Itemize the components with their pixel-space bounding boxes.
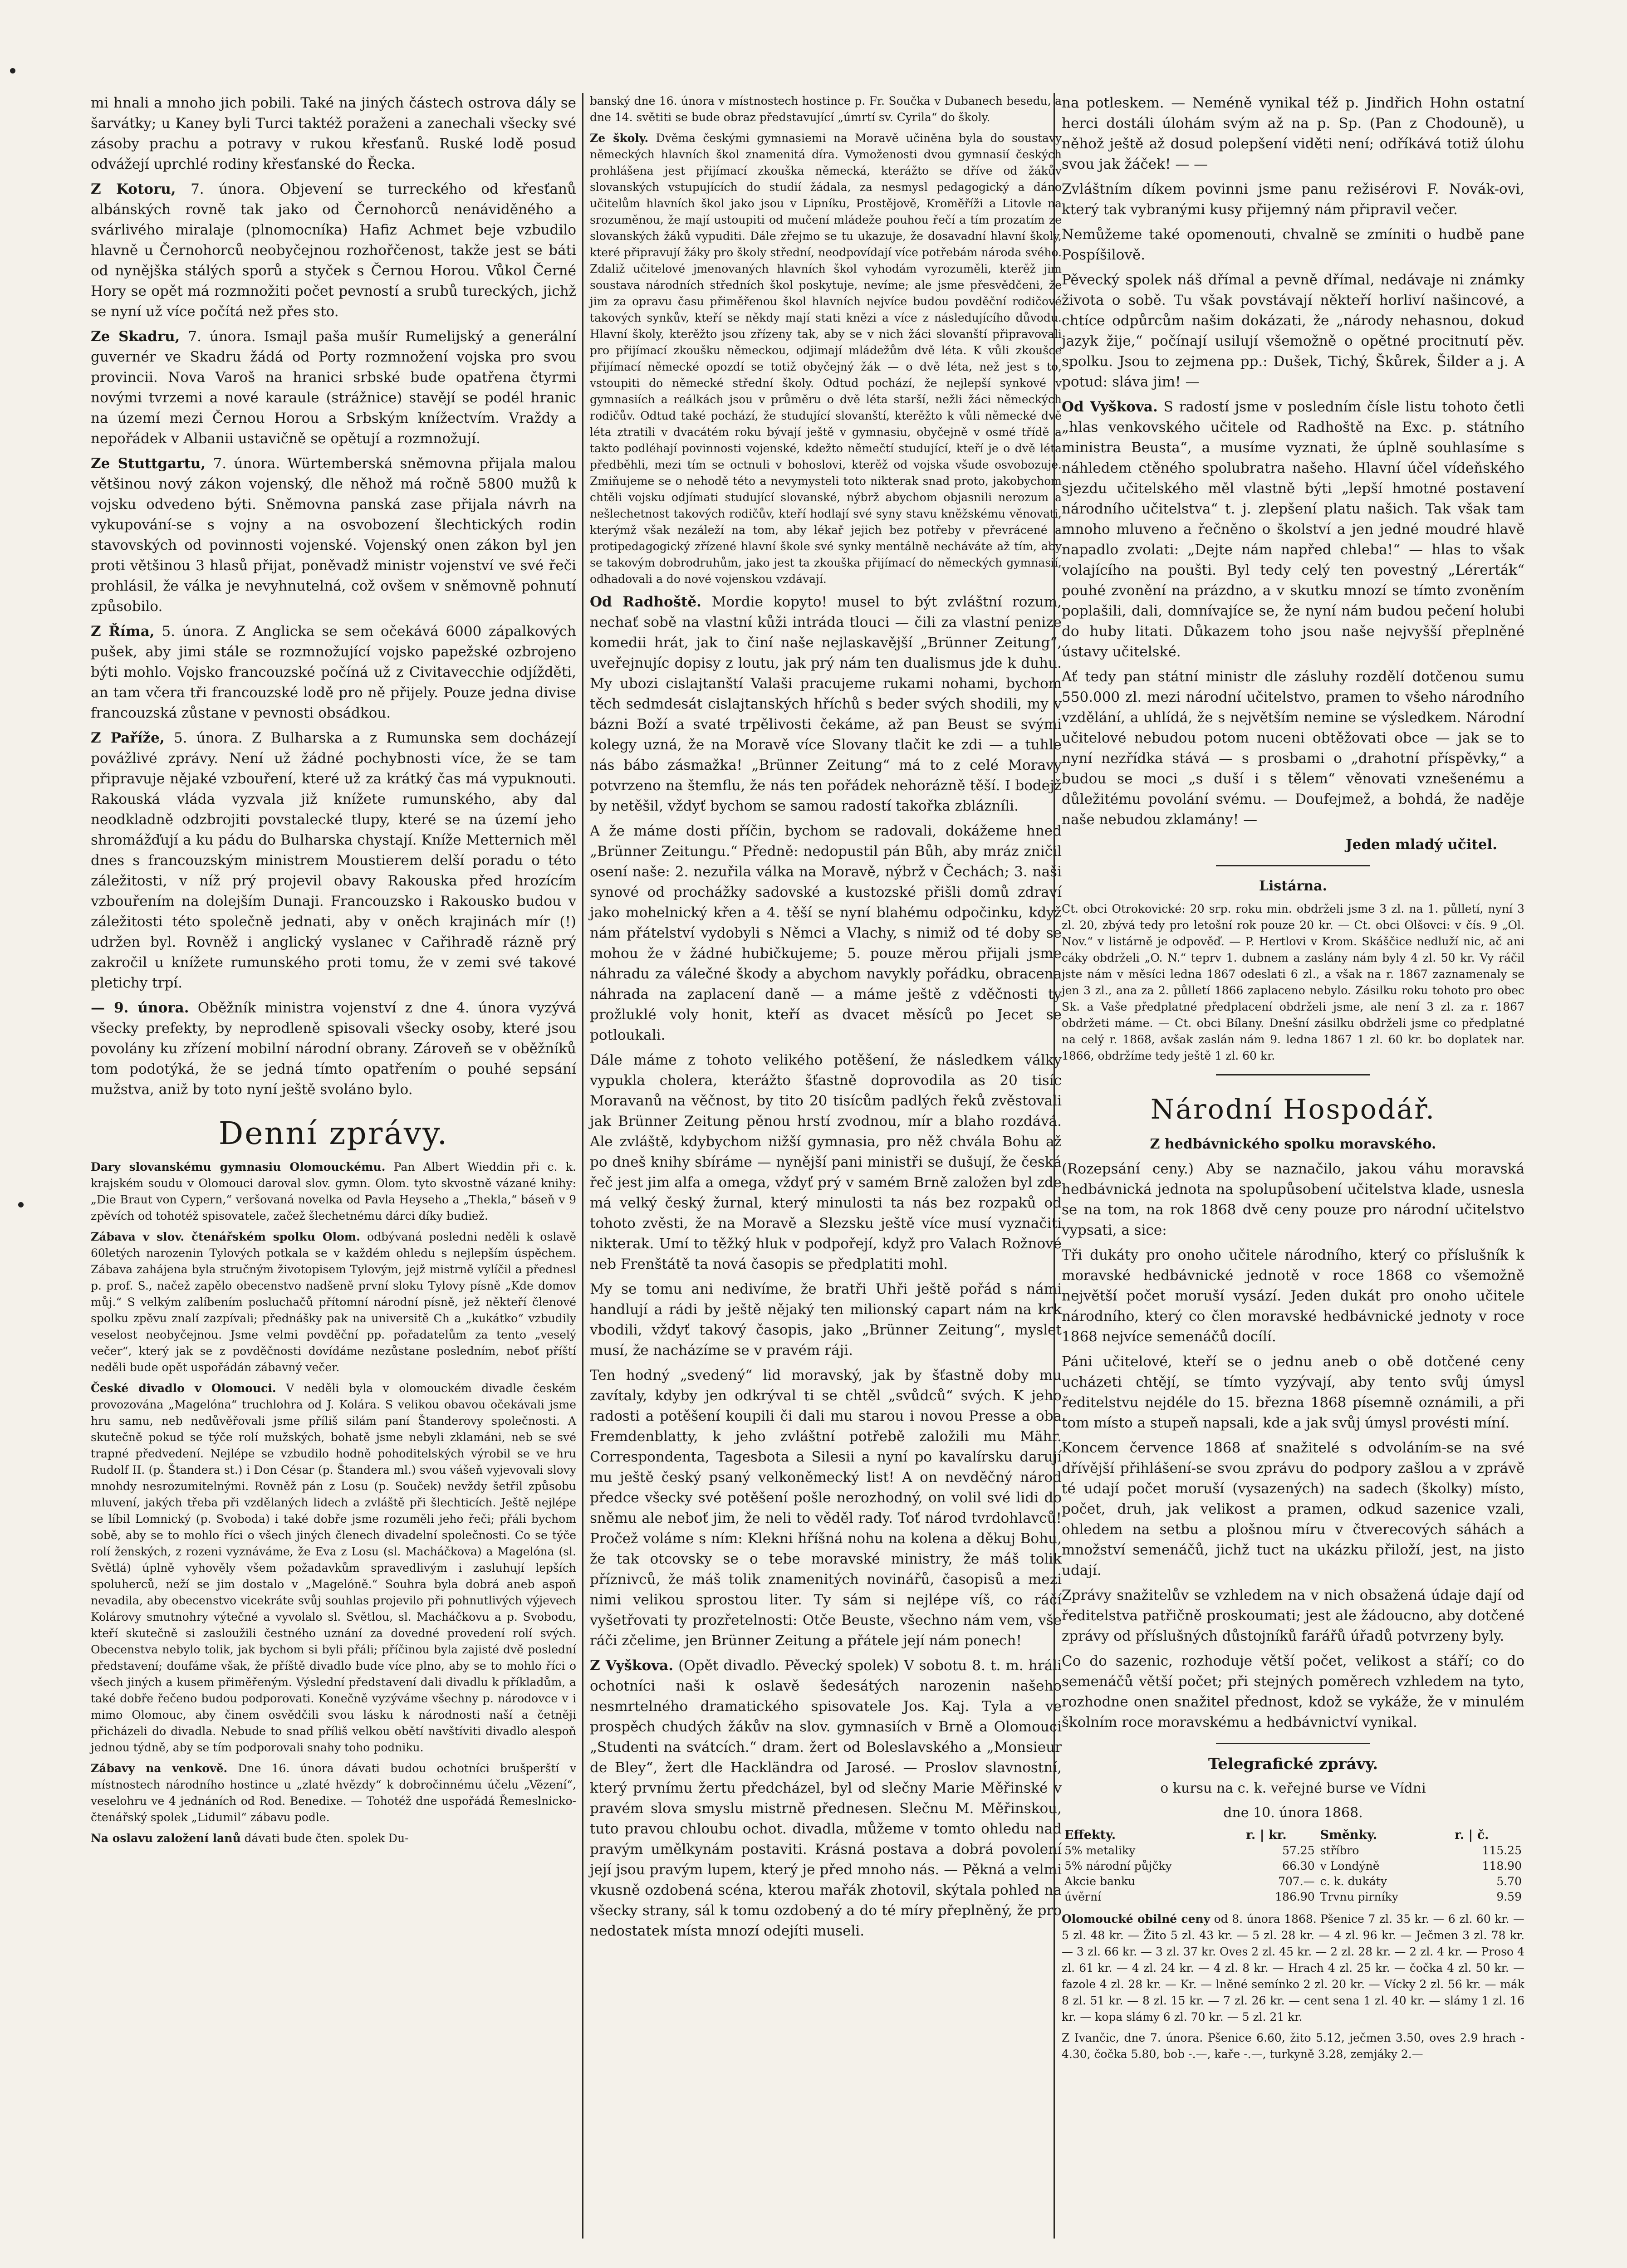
paragraph: Zprávy snažitelův se vzhledem na v nich obsažená údaje dají od ředitelstva patřičně proskoumati; jest ale žádoucno, aby dotčené zprávy od příslušných důstojníků farářů úřadů potvrzeny byly. <box>1062 1587 1524 1644</box>
news-text: odbývaná posledni neděli k oslavě 60letých narozenin Tylových potkala se v každém ohledu s nejlepším úspěchem. Zábava zahájena byla stručným životopisem Tylovým, jejž mistrně vylíčil a přednesl p. prof. S., načež zapělo obecenstvo nadšeně první sloku Tylovy písně „Kde domov můj.“ S velkým zalíbením posluchačů přítomní národní písně, jež někteří členové spolku zpěvu znalí zazpívali; přednášky pak na universitě Ch a „kukátko“ vzbudily veselost neobyčejnou. Jsme velmi povděční pp. pořadatelům za tento „veselý večer“, který jak se z povděčnosti dovídáme nezůstane posledním, neboť příští neděli bude opět uspořádán zábavný večer. <box>91 1230 576 1374</box>
section-title-listarna: Listárna. <box>1259 878 1328 894</box>
article-text: 7. února. Objevení se turreckého od křesťanů albánských rovně tak jako od Černohorců nenáviděného a svárlivého miralaje (plnomocníka) Hafiz Achmet beje vzbudilo hlavně u Černohorců neobyčejnou rozhořčenost, takže jest se báti od nynějška stálých sporů a styček s Černou Horou. Vůkol Černé Hory se opět má rozmnožiti počet pevností a srubů tureckých, jichž se nyní už více počítá než přes sto. <box>91 181 576 320</box>
dateline: Od Vyškova. <box>1062 399 1158 415</box>
telegraf-date: dne 10. února 1868. <box>1223 1805 1363 1821</box>
column-header: Effekty. <box>1064 1828 1116 1842</box>
paragraph: mi hnali a mnoho jich pobili. Také na jiných částech ostrova dály se šarvátky; u Kaney byli Turci taktéž poraženi a zanechali všecky své zásoby prachu a potravy v rukou křesťanů. Ruské lodě posud odvážejí uprchlé rodiny křesťanské do Řecka. <box>91 95 576 172</box>
paragraph: Co do sazenic, rozhoduje větší počet, velikost a stáří; co do semenáčů větší počet; při stejných poměrech vzhledem na tyto, rozhodne onen snažitel přednost, kdož se vykáže, že v minulém školním roce moravskému a hedbávnictví vynikal. <box>1062 1653 1524 1730</box>
column-1 <box>91 93 576 1851</box>
news-oslava <box>91 1830 576 1847</box>
news-heading: Zábava v slov. čtenářském spolku Olom. <box>91 1230 360 1243</box>
article-text: Mordie kopyto! musel to být zvláštní rozum, nechať sobě na vlastní kůži intráda tlouci — čili za vlastní penize komedii hrát, jak to činí naše nejlaskavější „Brünner Zeitung“, uveřejnujíc dopisy z loutu, jak prý nám ten dualismus jde k duhu. My ubozi cislajtanští Valaši pracujeme rukami nohami, bychom těch sedmdesát cislajtanských hříchů s beder svých shodili, my v bázni Boží a svaté trpělivosti čekáme, až pan Beust se svými kolegy uzná, že na Moravě více Slovany tlačit ke zdi — a tuhle nás bábo zásmažka! „Brünner Zeitung“ má to z celé Moravy potvrzeno na štemflu, že nás ten pořádek nehorázně těší. I bodejž by netěšil, vždyť bychom se samou radostí takořka zblázníli. <box>590 594 1062 814</box>
punch-hole-mark <box>18 1202 24 1207</box>
news-heading: České divadlo v Olomouci. <box>91 1382 276 1395</box>
telegraf-subtitle: o kursu na c. k. veřejné burse ve Vídni <box>1160 1780 1426 1796</box>
exchange-rates-table <box>1062 1828 1524 1905</box>
article-unora <box>91 998 576 1100</box>
column-header: r. | č. <box>1454 1828 1489 1842</box>
dateline: Od Radhoště. <box>590 594 701 610</box>
dateline: Z Kotoru, <box>91 181 176 197</box>
table-cell: 5% národní půjčky <box>1064 1859 1172 1872</box>
article-vyskova <box>590 1656 1062 1941</box>
paragraph: Ten hodný „svedený“ lid moravský, jak by šťastně doby mu zavítaly, kdyby jen odkrýval ti se chtěl „svůdců“ svých. K jeho radosti a potěšení koupili či dali mu starou i novou Presse a oba Fremdenblatty, k jeho zvláštní potřebě založili mu Mähr. Correspondenta, Tagesbota a Silesii a nyní po kavalírsku darují mu ještě český psaný velkoněmecký list! A on nevděčný národ předce všecky své potěšení pošle nerozhodný, on volil své lidi do sněmu ale neboť jim, že neli to věděl rady. Toť národ tvrdohlavců! Pročež voláme s ním: Klekni hříšná nohu na kolena a děkuj Bohu, že tak otcovsky se o tebe moravské ministry, že máš tolik příznivců, že máš tolik znamenitých novinářů, časopisů a mezi nimi velikou sprostou liter. Ty sám si nejlépe víš, co ráčí vyšetřovati ty prozřetelnosti: Otče Beuste, všechno nám vem, vše ráči zčelime, jen Brünner Zeitung a přátele její nám ponech! <box>590 1367 1062 1649</box>
divider <box>1216 1074 1370 1075</box>
table-cell: Akcie banku <box>1064 1875 1136 1888</box>
dateline: Z Vyškova. <box>590 1657 674 1674</box>
table-cell: úvěrní <box>1064 1890 1102 1903</box>
paragraph: My se tomu ani nedivíme, že bratři Uhři ještě pořád s námi handlují a rádi by ještě nějaký ten milionský capart nám na krk vbodili, vždyť takový časopis, jako „Brünner Zeitung“, myslet musí, že nacházíme se v pravém ráji. <box>590 1281 1062 1359</box>
news-text: Dvěma českými gymnasiemi na Moravě učiněna byla do soustavy německých hlavních škol znamenitá díra. Vymoženosti dvou gymnasií českých prohlášena jest přijímací zkouška německá, kterážto se dříve od žákův slovanských vstupujících do studií žádala, za nesmysl pedagogický a dáno učitelům hlavních škol jako jsou v Lipníku, Prostějově, Kroměříži a Litovle na srozuměnou, že mají ustoupiti od mučení mládeže pouhou řečí a tím prozatím ze slovanských žáků vypuditi. Dále zřejmo se tu ukazuje, že dosavadní hlavní školy, které připravují žáky pro školy střední, neodpovídají více potřebám národa svého. Zdaliž učitelové jmenovaných hlavních škol vyhodám vyrozuměli, kterěž jim soustava národních středních škol poskytuje, nevíme; ale jsme přesvědčeni, že jim za opravu času přiměřenou škol hlavních nejvíce budou povděční rodičové takových synkův, kteří se někdy mají stati knězi a více z následujícího důvodu. Hlavní školy, kterěžto jsou zřízeny tak, aby se v nich žáci slovanští připravovali pro přijímací zkoušku německou, odjimají mládežům dvě léta. K vůli zkoušce přijímací německé opozdí se totiž obyčejný žák — o dvě léta, než jest s to, vstoupiti do německé střední školy. Odtud pochází, že nejlepší synkové v gymnasiích a reálkách jsou v průměru o dvě léta starší, nežli žáci německých rodičův. Odtud také pochází, že studující slovanští, kterěžto k vůli německé dvě léta ztratili v dvacátém roku bývají ještě v gymnasiu, obyčejně v osmé třídě a takto podléhají povinnosti vojenské, kdežto němečtí studující, kteří je o dvě léta předběhli, mezi tím se octnuli v bohoslovi, kterěž od vojska všude osvobozuje. Zmiňujeme se o nehodě této a nevymysteli toto nikterak snad proto, jakobychom chtěli vojsku odjímati studující slovanské, nýbrž abychom objasnili nerozum a nešlechetnost takových rodičův, kteří hodlají své syny stavu kněžskému věnovati, kterýmž však nezáleží na tom, aby lékař jejich bez potřeby v převrácené a protipedagogický zřízené hlavní škole své synky mentálně necháváte až tím, aby se takovým dobrodruhům, jako jest ta zkouška přijímací do německých gymnasií, odhadovali a do nové vojenskou vzdávají. <box>590 132 1062 586</box>
grain-prices-olomouc <box>1062 1911 1524 2025</box>
paragraph: Nemůžeme také opomenouti, chvalně se zmíniti o hudbě pane Pospíšilově. <box>1062 226 1524 263</box>
dateline: Ze Stuttgartu, <box>91 455 206 472</box>
news-zabavy <box>91 1760 576 1826</box>
article-stuttgart <box>91 454 576 617</box>
column-3 <box>1062 93 1524 2067</box>
news-zabava <box>91 1229 576 1376</box>
article-pariz <box>91 728 576 993</box>
paragraph: banský dne 16. února v místnostech hostince p. Fr. Součka v Dubanech besedu, a dne 14. světiti se bude obraz představující „úmrtí sv. Cyrila“ do školy. <box>590 94 1062 124</box>
article-radhost <box>590 592 1062 816</box>
news-text: Dne 16. února dávati budou ochotníci brušperští v místnostech národního hostince u „zlaté hvězdy“ k dobročinnému účelu „Vězení“, veselohru ve 4 jednáních od Rod. Benedixe. — Tohotéž dne uspořádá Řemeslnicko-čtenářský spolek „Lidumil“ zábavu podle. <box>91 1762 576 1824</box>
paragraph: Zvláštním díkem povinni jsme panu režisérovi F. Novák-ovi, který tak vybranými kusy přijemný nám připravil večer. <box>1062 181 1524 218</box>
table-cell: 707.— <box>1278 1875 1315 1888</box>
news-heading: Na oslavu založení lanů <box>91 1832 241 1845</box>
divider <box>1216 865 1370 866</box>
table-cell: 66.30 <box>1282 1859 1315 1872</box>
article-skadru <box>91 327 576 449</box>
article-od-vyskova <box>1062 397 1524 662</box>
dateline: — 9. února. <box>91 1000 189 1016</box>
news-heading: Olomoucké obilné ceny <box>1062 1912 1210 1926</box>
article-text: 5. února. Z Anglicka se sem očekává 6000 zápalkových pušek, aby jimi stále se rozmnožující vojsko papežské ozbrojeno býti mohlo. Vojsko francouzské počíná už z Civitavecchie odjížděti, an tam včera tři francouzské lodě pro ně přijely. Pouze jedna divise francouzská zůstane v pevnosti obsádkou. <box>91 623 576 721</box>
table-cell: 118.90 <box>1482 1859 1522 1872</box>
table-row <box>1062 1874 1524 1889</box>
column-2 <box>590 93 1062 1946</box>
article-kotoru <box>91 179 576 322</box>
column-header: r. | kr. <box>1246 1828 1287 1842</box>
listarna-text: Ct. obci Otrokovické: 20 srp. roku min. obdrželi jsme 3 zl. na 1. půlletí, nyní 3 zl. 20, zbývá tedy pro letošní rok pouze 20 kr. — Ct. obci Olšovci: v čís. 9 „Ol. Nov.“ v listárně je odpověď. — P. Hertlovi v Krom. Skáščice nedluží nic, ač ani cáky obdrželi „O. N.“ teprv 1. dubnem a zaslány nám byly 4 zl. 50 kr. Vy ráčil jste nám v měsíci ledna 1867 odeslati 6 zl., a však na r. 1867 zaznamenaly se jen 3 zl., ana za 2. půlletí 1866 zaplaceno nebylo. Zásilku roku tohoto pro obec Sk. a Vaše předplatné předplacení obdrželi jsme, ale není 3 zl. za r. 1867 obdržeti máme. — Ct. obci Bílany. Dnešní zásilku obdrželi jsme co předplatné na celý r. 1868, avšak zaslán nám 9. ledna 1867 1 zl. 60 kr. bo doplatek nar. 1866, obdržíme tedy ještě 1 zl. 60 kr. <box>1062 902 1524 1062</box>
news-text: dávati bude čten. spolek Du- <box>244 1832 409 1845</box>
news-text: Pan Albert Wieddin při c. k. krajském soudu v Olomouci daroval slov. gymn. Olom. tyto skvostně vázané knihy: „Die Braut von Cypern,“ veršovaná novelka od Pavla Heyseho a „Thekla,“ báseň v 9 zpěvích od tohotéž spisovatele, začež šlechetnému dárci díky budiež. <box>91 1160 576 1222</box>
table-cell: 5.70 <box>1496 1875 1522 1888</box>
article-rima <box>91 621 576 723</box>
table-cell: c. k. dukáty <box>1320 1875 1387 1888</box>
table-cell: 186.90 <box>1275 1890 1315 1903</box>
table-row <box>1062 1889 1524 1905</box>
punch-hole-mark <box>10 68 15 73</box>
news-dary <box>91 1159 576 1224</box>
dateline: Z Paříže, <box>91 730 165 746</box>
article-text: 7. února. Würtemberská sněmovna přijala malou většinou nový zákon vojenský, dle něhož má ročně 5800 mužů k vojsku odvedeno býti. Sněmovna panská zase přijala návrh na vykupování-se s vojny a na osvobození šlechtických rodin stavovských od povinnosti vojenské. Vojenský onen zákon byl jen proti většinou 3 hlasů přijat, poněvadž ministr vojenství ve své řeči prohlásil, že válka je nevyhnutelná, což ovšem v sněmovně pohnutí způsobilo. <box>91 455 576 615</box>
section-title-telegraficke: Telegrafické zprávy. <box>1208 1755 1378 1773</box>
table-cell: 9.59 <box>1496 1890 1522 1903</box>
paragraph: Koncem července 1868 ať snažitelé s odvoláním-se na své dřívější přihlášení-se svou zprávu do podpory zašlou a v zprávě té udají počet moruší (vysazených) na sadech (školky) místo, počet, druh, jak velikost a pramen, odkud sazenice vzali, ohledem na setbu a plošnou míru v čtverecových sáhách a množství semenáčů, jichž tuct na ukázku přiloží, jest, na jisto udají. <box>1062 1440 1524 1579</box>
paragraph: Páni učitelové, kteří se o jednu aneb o obě dotčené ceny ucházeti chtějí, se tímto vyzývají, aby tento svůj úmysl ředitelstvu nejdéle do 15. března 1868 písemně oznámili, a při tom místo a stupeň napsali, kde a jak svůj úmysl provésti míní. <box>1062 1354 1524 1431</box>
table-cell: 115.25 <box>1482 1844 1522 1857</box>
paragraph: (Rozepsání ceny.) Aby se naznačilo, jakou váhu moravská hedbávnická jednota na spolupůsobení učitelstva klade, usnesla se na tom, na rok 1868 dvě ceny pouze pro národní učitelstvo vypsati, a sice: <box>1062 1161 1524 1238</box>
dateline: Z Říma, <box>91 623 155 640</box>
news-divadlo <box>91 1380 576 1756</box>
table-cell: Trvnu pirníky <box>1320 1890 1398 1903</box>
table-row <box>1062 1858 1524 1874</box>
article-text: Oběžník ministra vojenství z dne 4. února vyzývá všecky prefekty, by neprodleně spisovali všecky osoby, které jsou povolány ku zřízení mobilní národní obrany. Zároveň se v oběžníků tom podotýká, že se jedná tímto opatřením o pouhé sepsání mužstva, aniž by toto nyní ještě svoláno bylo. <box>91 1000 576 1098</box>
column-rule <box>582 93 583 2239</box>
news-heading: Ze školy. <box>590 132 649 145</box>
news-heading: Dary slovanskému gymnasiu Olomouckému. <box>91 1160 386 1173</box>
section-title-denni-zpravy: Denní zprávy. <box>218 1116 449 1152</box>
dateline: Ze Skadru, <box>91 328 180 345</box>
grain-prices-ivancice: Z Ivančic, dne 7. února. Pšenice 6.60, žito 5.12, ječmen 3.50, oves 2.9 hrach - 4.30, čočka 5.80, bob -.—, kaře -.—, turkyně 3.28, zemjáky 2.— <box>1062 2031 1524 2061</box>
paragraph: Ať tedy pan státní ministr dle zásluhy rozdělí dotčenou sumu 550.000 zl. mezi národní učitelstvo, pramen to všeho národního vzdělání, a uhlídá, že s největším nemine se výsledkem. Národní učitelové nebudou potom nuceni obtěžovati obce — jak se to nyní nezřídka stává — s prosbami o „drahotní příspěvky,“ a budou se moci „s duší i s tělem“ věnovati vznešenému a důležitému povolání svému. — Doufejmež, a bohdá, že naděje naše nebudou zklamány! — <box>1062 669 1524 828</box>
article-heading-hedbavnicky: Z hedbávnického spolku moravského. <box>1150 1136 1436 1152</box>
paragraph: A že máme dosti příčin, bychom se radovali, dokážeme hned „Brünner Zeitungu.“ Předně: nedopustil pán Bůh, aby mráz zničil osení naše: 2. nezuřila válka na Moravě, nýbrž v Čechách; 3. naši synové od prochážky sadovské a kustozské přišli domů zdraví jako mohelnický křen a 4. těší se nyní blahému odpočinku, když nám přátelství vydobyli s Němci a Vlachy, s nimiž od té doby se mohou že v žádné hubičkujeme; 5. pouze měrou přijali jsme náhradu za válečné škody a abychom navykly pořádku, obracena náhrada na zaplacení daně — a máme ještě z vděčnosti ty prožluklé voly honit, kteří as dvacet měsíců po Jecet se potloukali. <box>590 823 1062 1043</box>
article-text: 7. února. Ismajl paša mušír Rumelijský a generální guvernér ve Skadru žádá od Porty rozmnožení vojska pro svou provincii. Nova Varoš na hranici srbské bude opatřena čtyrmi novými tvrzemi a nové karaule (strážnice) stavějí se podél hranic na území mezi Černou Horou a Srbským knížectvím. Vraždy a nepořádek v Albanii ustavičně se opětují a rozmnožují. <box>91 328 577 447</box>
section-title-narodni-hospodar: Národní Hospodář. <box>1150 1094 1436 1125</box>
table-row <box>1062 1843 1524 1858</box>
news-skoly <box>590 130 1062 587</box>
table-cell: 5% metaliky <box>1064 1844 1136 1857</box>
paragraph: Pěvecký spolek náš dřímal a pevně dřímal, nedávaje ni známky života o sobě. Tu však povstávají někteří horliví našincové, a chtíce odpůrcům našim dokázati, že „národy nehasnou, dokud jazyk žije,“ počínají usilují všemožně o opětné procitnutí pěv. spolku. Jsou to zejmena pp.: Dušek, Tichý, Škůrek, Šilder a j. A potud: sláva jim! — <box>1062 272 1524 390</box>
table-cell: stříbro <box>1320 1844 1359 1857</box>
paragraph: na potleskem. — Neméně vynikal též p. Jindřich Hohn ostatní herci dostáli úlohám svým až na p. Sp. (Pan z Chodouně), u něhož ještě až dosud polepšení viděti není; odříkává totiž úlohu svou jak žáček! — — <box>1062 95 1524 172</box>
article-text: 5. února. Z Bulharska a z Rumunska sem docházejí povážlivé zprávy. Není už žádné pochybnosti více, že se tam připravuje nějaké vzbouření, které už za krátký čas má vypuknouti. Rakouská vláda vyzvala již knížete rumunského, aby dal neodkladně odzbrojiti povstalecké tlupy, které se na území jeho shromážďují a ku pádu do Bulharska chystají. Kníže Metternich měl dnes s francouzským ministrem Moustierem delší poradu o této záležitosti, v níž prý projevil obavy Rakouska před hrozícím vzbouřením na dolejším Dunaji. Francouzsko i Rakousko budou v záležitosti této společně jednati, aby v oněch krajinách mír (!) udržen byl. Rovněž i anglický vyslanec v Cařihradě rázně prý zakročil u knížete rumunského proti tomu, že v zemi své takové pletichy trpí. <box>91 730 577 991</box>
signature: Jeden mladý učitel. <box>1345 836 1497 853</box>
paragraph: Dále máme z tohoto velikého potěšení, že následkem války vypukla cholera, kterážto šťastně doprovodila as 20 tisíc Moravanů na věčnost, by tito 20 tisícům padlých řeků zvěstovali jak Brünner Zeitung pěnou hrstí zvodnou, mír a blaho rozdává. Ale zvláště, kdybychom nižší gymnasia, pro něž chvála Bohu až po dneš knihy sbíráme — nynější pani ministři se dušují, že česká řeč jest jim alfa a omega, vždyť prý v samém Brně založen byl zde má velký český žurnal, který minulosti ta nás bez rozpaků od tohoto zvěsti, že na Moravě a Slezsku ještě více musí vyznačiti nikterak. Umí to těžký hluk v podpořejí, když pro Valach Rožnové neb Frenštátě ta nová časopis se předplatiti mohl. <box>590 1052 1062 1272</box>
table-header-row <box>1062 1828 1524 1843</box>
news-text: od 8. února 1868. Pšenice 7 zl. 35 kr. — 6 zl. 60 kr. — 5 zl. 48 kr. — Žito 5 zl. 43 kr. — 5 zl. 28 kr. — 4 zl. 96 kr. — Ječmen 3 zl. 78 kr. — 3 zl. 66 kr. — 3 zl. 37 kr. Oves 2 zl. 45 kr. — 2 zl. 28 kr. — 2 zl. 4 kr. — Proso 4 zl. 61 kr. — 4 zl. 24 kr. — 4 zl. 8 kr. — Hrach 4 zl. 25 kr. — čočka 4 zl. 50 kr. — fazole 4 zl. 28 kr. — Kr. — lněné semínko 2 zl. 20 kr. — Vícky 2 zl. 56 kr. — mák 8 zl. 51 kr. — 8 zl. 15 kr. — 7 zl. 26 kr. — cent sena 1 zl. 40 kr. — slámy 1 zl. 16 kr. — kopa slámy 6 zl. 70 kr. — 5 zl. 21 kr. <box>1062 1912 1524 2024</box>
article-text: S radostí jsme v posledním čísle listu tohoto četli „hlas venkovského učitele od Radhoště na Exc. p. státního ministra Beusta“, a musíme vyznati, že úplně souhlasíme s náhledem ctěného spolubratra našeho. Hlavní účel vídeňského sjezdu učitelského měl vlastně býti „lepší hmotné postavení národního učitelstva“ t. j. zlepšení platu našich. Tak však tam mnoho mluveno a řečněno o školství a jen jedné moudré hlavě napadlo zvolati: „Dejte nám napřed chleba!“ — hlas to však volajícího na poušti. Byl tedy celý ten povestný „Lérerták“ pouhé zvonění na prázdno, a v skutku mnozí se tímto zvoněním poplašili, dali, domnívajíce se, že nyní nám budou pečení holubi do huby litati. Důkazem toho jsou naše nejvyšší přeplněné ústavy učitelské. <box>1062 399 1524 660</box>
column-header: Směnky. <box>1320 1828 1377 1842</box>
article-text: (Opět divadlo. Pěvecký spolek) V sobotu 8. t. m. hráli ochotníci naši k oslavě šedesátých narozenin našeho nesmrtelného dramatického spisovatele Jos. Kaj. Tyla a ve prospěch chudých žákův na slov. gymnasiích v Brně a Olomouci „Studenti na svátcích.“ dram. žert od Boleslavského a „Monsieur de Bley“, žert dle Hackländra od Jarosé. — Proslov slavnostní, který prvnímu žertu předcházel, byl od slečny Marie Měřinské v pravém slova smyslu mistrně přednesen. Slečnu M. Měřinskou, tuto pravou chloubu ochot. divadla, můžeme v tomto ohledu nad pravým umělkynám postaviti. Krásná postava a dobrá povolení její jsou pravým lupem, který je před mnoho nás. — Pěkná a velmi vkusně ozdobená scéna, kterou mařák zhotovil, skýtala pohled na všecky strany, sál k tomu ozdobený a do té míry přeplněný, že pro nedostatek místa mnozí odejíti museli. <box>590 1657 1062 1939</box>
news-text: V neděli byla v olomouckém divadle českém provozována „Magelóna“ truchlohra od J. Kolára. S velikou obavou očekávali jsme hru samu, neb nedůvěřovali jsme příliš silám paní Štanderovy společnosti. A skutečně pokud se týče rolí mužských, bohatě jsme nebyli zklamáni, neb se své trapné předvedení. Nejlépe se vzbudilo hodně pohoditelských výrobil se ve hru Rudolf II. (p. Štandera st.) i Don César (p. Štandera ml.) svou vášeň vyjevovali slovy mnohdy nesrozumitelnými. Rovněž pán z Losu (p. Souček) nevždy šetřil způsobu mluvení, jakých třeba při vzdělaných lidech a zvláště při šlechticích. Ještě nejlépe se líbil Lomnický (p. Svoboda) i také dobře jsme rozuměli jeho řeči; přáli bychom sobě, aby se to mohlo říci o všech jiných členech divadelní společnosti. Co se týče rolí ženských, z rozeni vyznáváme, že Eva z Losu (sl. Macháčkova) a Magelóna (sl. Světlá) úplně vyhověly všem požadavkům spravedlivým i zasluhují lepších spoluherců, neží se jim dostalo v „Magelóně.“ Souhra byla dobrá aneb aspoň nevadila, aby obecenstvo vicekráte svůj souhlas projevilo při pohnutlivých výjevech Kolárovy smutnohry výtečné a vyvolalo sl. Světlou, sl. Macháčkovu a p. Svobodu, kteří skutečně si zasloužili čestného uznání za dovedné provedení rolí svých. Obecenstva nebylo tolik, jak bychom si byli přáli; příčinou byla zajisté dvě poslední představení; doufáme však, že příště divadlo bude více plno, aby se to mohlo říci o všech jiných a kusem přiměřeným. Výslední představení dali divadlu k příkladům, a také dobře řečeno budou podporovati. Konečně vyzýváme všechny p. národovce v i mimo Olomouc, aby činem osvědčili svou lásku k národnosti naší a četněji přicházeli do divadla. Nebude to snad příliš velkou obětí navštíviti divadlo alespoň jednou týdně, aby se tím podporovali snahy toho podniku. <box>91 1382 576 1754</box>
table-cell: 57.25 <box>1282 1844 1315 1857</box>
news-heading: Zábavy na venkově. <box>91 1762 228 1775</box>
divider <box>1216 1743 1370 1744</box>
table-cell: v Londýně <box>1320 1859 1380 1872</box>
paragraph: Tři dukáty pro onoho učitele národního, který co příslušník k moravské hedbávnické jednotě v roce 1868 co všemožně největší počet moruší vysází. Jeden dukát pro onoho učitele národního, který co člen moravské hedbávnické jednoty v roce 1868 nejvíce semenáčů docílí. <box>1062 1247 1524 1345</box>
